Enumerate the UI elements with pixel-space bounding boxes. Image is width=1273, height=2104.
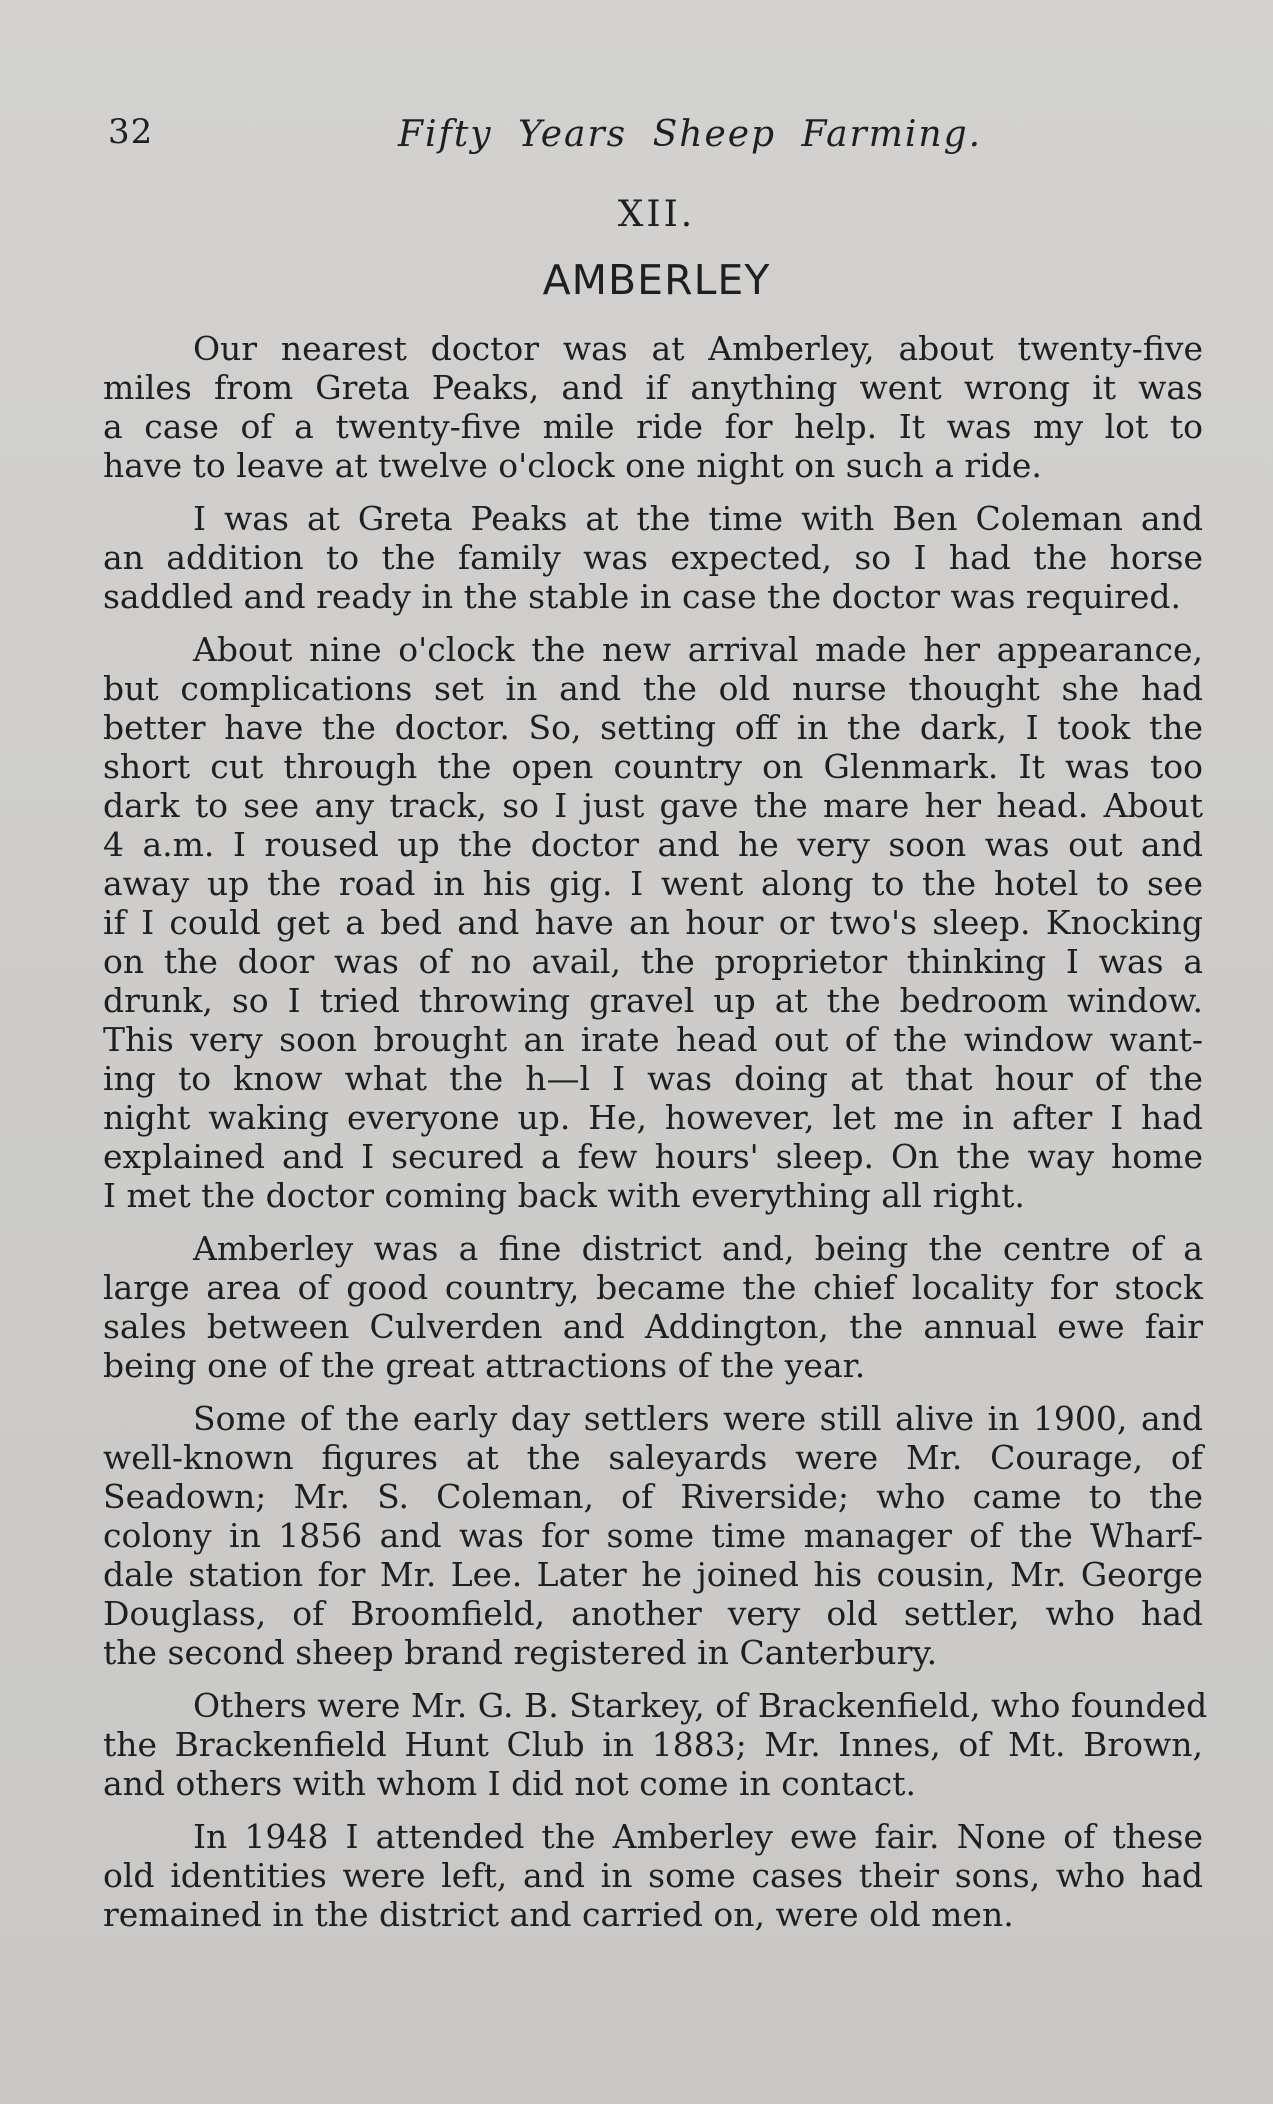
text-line: better have the doctor. So, setting off in the dark, I took the [103, 708, 1203, 747]
text-line: About nine o'clock the new arrival made her appearance, [193, 630, 1203, 669]
paragraph [103, 499, 1203, 616]
text-line: if I could get a bed and have an hour or two's sleep. Knocking [103, 903, 1203, 942]
text-line: saddled and ready in the stable in case the doctor was required. [103, 577, 1182, 616]
text-line: This very soon brought an irate head out of the window want- [103, 1020, 1203, 1059]
chapter-number: XII. [617, 194, 696, 235]
text-line: a case of a twenty-five mile ride for help. It was my lot to [103, 407, 1203, 446]
text-line: Amberley was a fine district and, being the centre of a [193, 1229, 1203, 1268]
paragraph [103, 1399, 1203, 1672]
text-line: 4 a.m. I roused up the doctor and he very soon was out and [103, 825, 1203, 864]
text-line: old identities were left, and in some cases their sons, who had [103, 1856, 1203, 1895]
text-line: Our nearest doctor was at Amberley, about twenty-five [193, 329, 1203, 368]
text-line: and others with whom I did not come in contact. [103, 1764, 917, 1803]
text-line: an addition to the family was expected, so I had the horse [103, 538, 1203, 577]
text-line: Douglass, of Broomfield, another very old settler, who had [103, 1594, 1203, 1633]
text-line: well-known figures at the saleyards were Mr. Courage, of [103, 1438, 1203, 1477]
text-line: I met the doctor coming back with everything all right. [103, 1176, 1025, 1215]
text-line: Others were Mr. G. B. Starkey, of Brackenfield, who founded [193, 1686, 1208, 1725]
text-line: explained and I secured a few hours' sleep. On the way home [103, 1137, 1203, 1176]
page-number: 32 [108, 112, 154, 152]
text-line: Seadown; Mr. S. Coleman, of Riverside; who came to the [103, 1477, 1203, 1516]
text-line: Some of the early day settlers were still alive in 1900, and [193, 1399, 1203, 1438]
text-line: have to leave at twelve o'clock one night on such a ride. [103, 446, 1042, 485]
text-line: but complications set in and the old nurse thought she had [103, 669, 1203, 708]
paragraph [103, 329, 1203, 485]
text-line: miles from Greta Peaks, and if anything went wrong it was [103, 368, 1203, 407]
text-line: night waking everyone up. He, however, let me in after I had [103, 1098, 1203, 1137]
text-line: the Brackenfield Hunt Club in 1883; Mr. Innes, of Mt. Brown, [103, 1725, 1203, 1764]
running-title: Fifty Years Sheep Farming. [398, 114, 983, 155]
chapter-title: AMBERLEY [542, 256, 771, 304]
text-line: on the door was of no avail, the proprietor thinking I was a [103, 942, 1203, 981]
body-text [103, 329, 1208, 1948]
running-header [108, 112, 1228, 162]
text-line: ing to know what the h—l I was doing at that hour of the [103, 1059, 1203, 1098]
paragraph [103, 630, 1203, 1215]
text-line: away up the road in his gig. I went along to the hotel to see [103, 864, 1203, 903]
paragraph [103, 1686, 1208, 1803]
text-line: short cut through the open country on Glenmark. It was too [103, 747, 1203, 786]
text-line: dale station for Mr. Lee. Later he joined his cousin, Mr. George [103, 1555, 1203, 1594]
text-line: large area of good country, became the chief locality for stock [103, 1268, 1203, 1307]
text-line: In 1948 I attended the Amberley ewe fair. None of these [193, 1817, 1203, 1856]
text-line: colony in 1856 and was for some time manager of the Wharf- [103, 1516, 1203, 1555]
paragraph [103, 1817, 1203, 1934]
text-line: the second sheep brand registered in Canterbury. [103, 1633, 938, 1672]
text-line: sales between Culverden and Addington, the annual ewe fair [103, 1307, 1203, 1346]
text-line: drunk, so I tried throwing gravel up at the bedroom window. [103, 981, 1203, 1020]
text-line: I was at Greta Peaks at the time with Ben Coleman and [193, 499, 1203, 538]
text-line: being one of the great attractions of the year. [103, 1346, 866, 1385]
text-line: dark to see any track, so I just gave the mare her head. About [103, 786, 1203, 825]
paragraph [103, 1229, 1203, 1385]
text-line: remained in the district and carried on, were old men. [103, 1895, 1014, 1934]
